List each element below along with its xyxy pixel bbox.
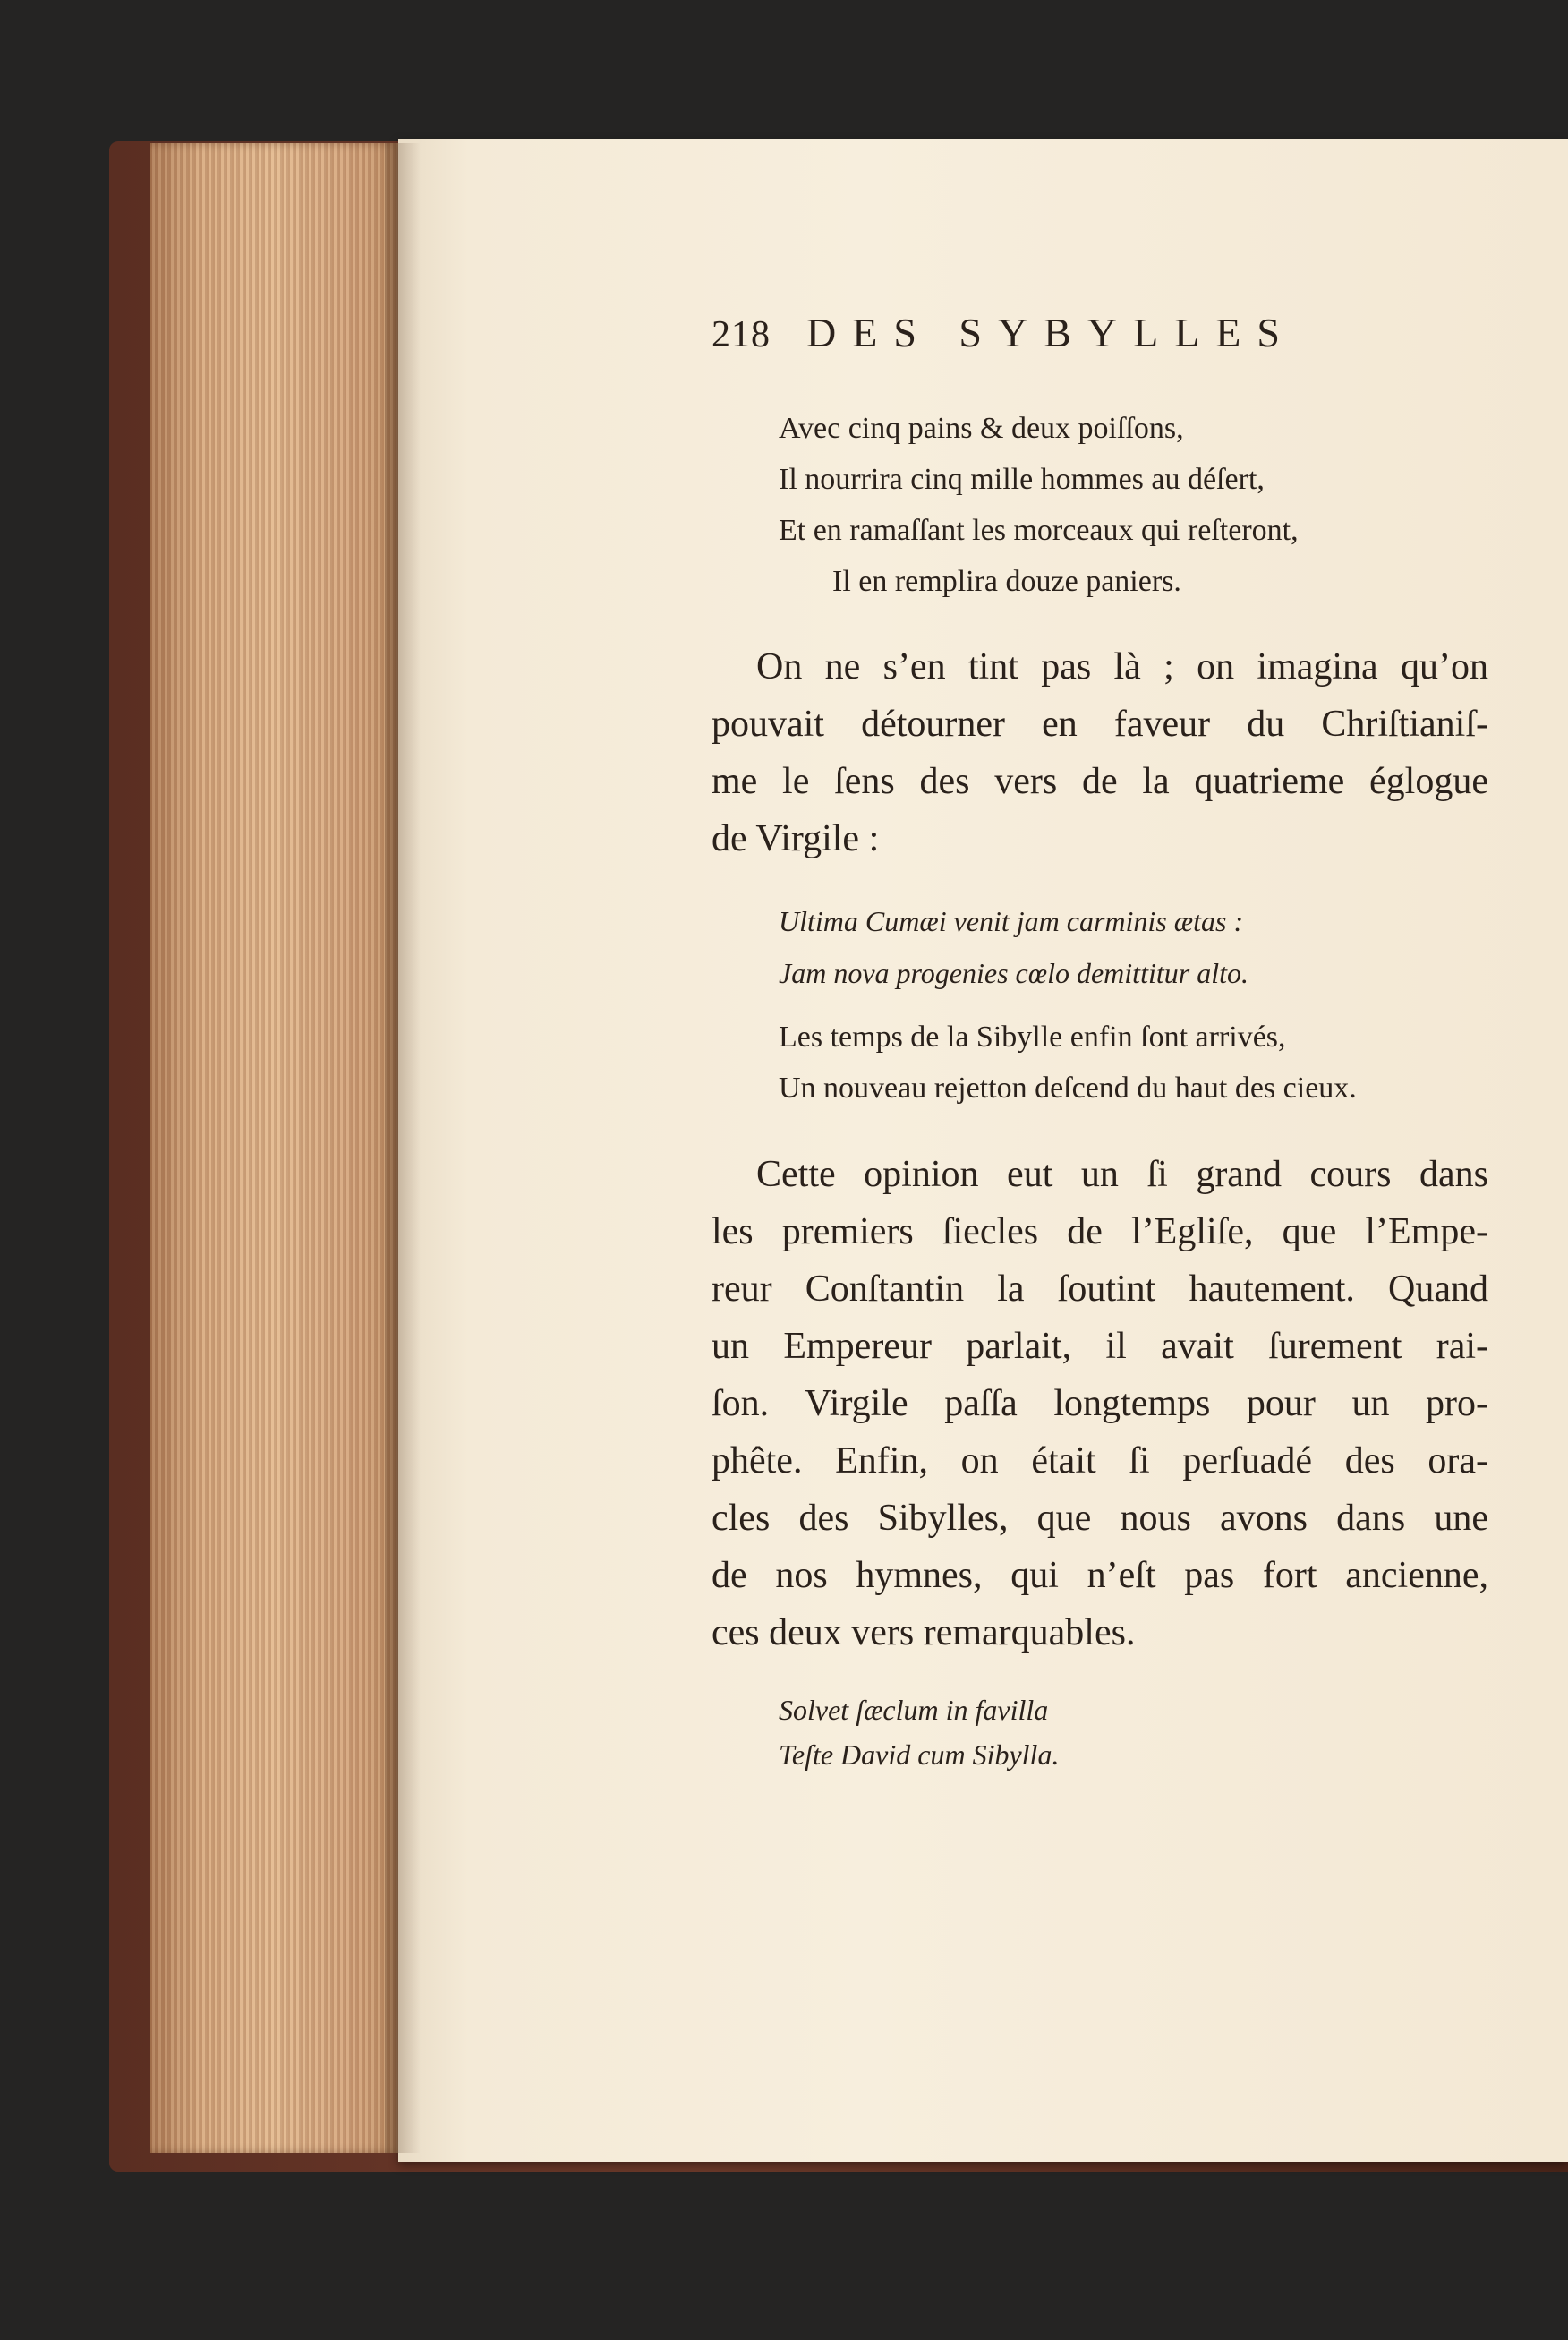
text-line: de Virgile : — [712, 818, 880, 859]
latin-line: Ultima Cumæi venit jam carminis ætas : — [779, 905, 1244, 937]
verse-line: Un nouveau rejetton deſcend du haut des cieux. — [779, 1072, 1357, 1105]
verse-line: Il en remplira douze paniers. — [832, 565, 1181, 598]
gutter-shadow — [385, 143, 421, 2153]
text-line: ces deux vers remarquables. — [712, 1612, 1136, 1653]
text-line: ſon. Virgile paſſa longtemps pour un pro- — [712, 1383, 1488, 1424]
verse-quotation-2 — [779, 1012, 1357, 1114]
latin-quotation-2 — [779, 1687, 1059, 1777]
text-line: Cette opinion eut un ſi grand cours dans — [756, 1154, 1488, 1195]
paragraph-1 — [712, 638, 1488, 867]
latin-quotation-1 — [779, 895, 1248, 999]
verse-line: Il nourrira cinq mille hommes au déſert, — [779, 463, 1265, 496]
text-line: un Empereur parlait, il avait ſurement rai- — [712, 1326, 1488, 1367]
paragraph-2 — [712, 1146, 1488, 1661]
latin-line: Teſte David cum Sibylla. — [779, 1738, 1060, 1771]
text-line: phête. Enfin, on était ſi perſuadé des ora- — [712, 1440, 1488, 1482]
verse-line: Et en ramaſſant les morceaux qui reſteront, — [779, 514, 1299, 547]
page-fore-edge — [150, 143, 401, 2153]
verse-quotation-1 — [779, 403, 1299, 607]
verse-line: Les temps de la Sibylle enfin ſont arrivés, — [779, 1021, 1286, 1054]
text-line: cles des Sibylles, que nous avons dans une — [712, 1498, 1488, 1539]
text-line: reur Conſtantin la ſoutint hautement. Quand — [712, 1268, 1488, 1310]
text-line: de nos hymnes, qui n’eſt pas fort ancienne, — [712, 1555, 1488, 1596]
text-line: pouvait détourner en faveur du Chriſtianiſ- — [712, 704, 1488, 745]
page-number: 218 — [712, 314, 771, 355]
running-title: DES SYBYLLES — [806, 310, 1296, 355]
running-head — [712, 309, 1392, 371]
verse-line: Avec cinq pains & deux poiſſons, — [779, 412, 1184, 445]
text-line: me le ſens des vers de la quatrieme églogue — [712, 761, 1488, 802]
text-line: On ne s’en tint pas là ; on imagina qu’on — [756, 646, 1488, 687]
latin-line: Jam nova progenies cœlo demittitur alto. — [779, 957, 1248, 989]
latin-line: Solvet ſæclum in favilla — [779, 1694, 1049, 1726]
text-line: les premiers ſiecles de l’Egliſe, que l’Empe- — [712, 1211, 1488, 1252]
